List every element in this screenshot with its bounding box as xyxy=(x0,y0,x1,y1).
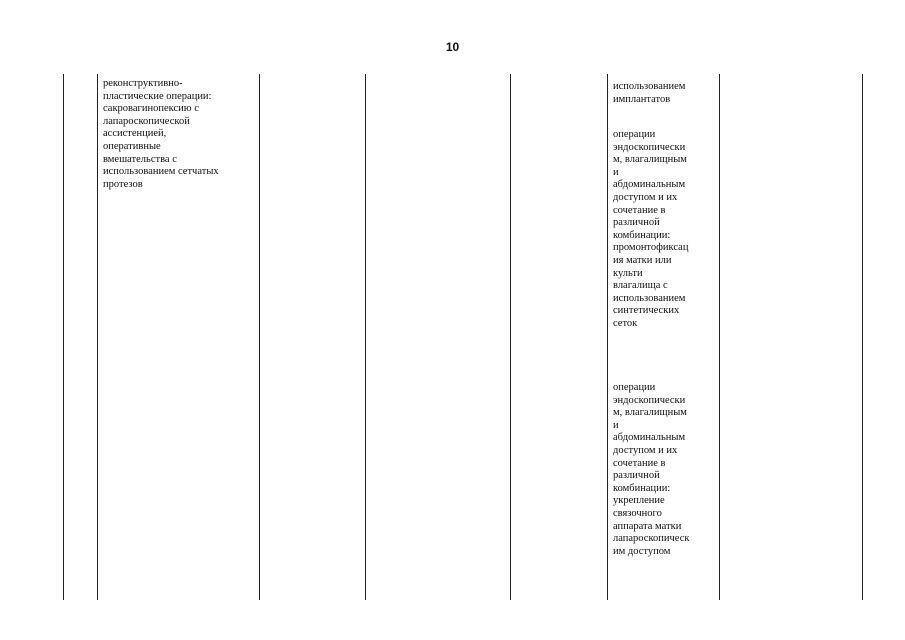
column-border-3 xyxy=(259,74,260,600)
column-border-4 xyxy=(365,74,366,600)
table-cell-method-2: операции эндоскопически м, влагалищным и абдоминальным доступом и их сочетание в различной комбинации: промонтофиксац ия матки или культи влагалища с использованием синтетических сеток xyxy=(613,129,689,329)
column-border-1 xyxy=(63,74,64,600)
column-border-5 xyxy=(510,74,511,600)
table-cell-procedure-description: реконструктивно- пластические операции: сакровагинопексию с лапароскопической ассистенцией, оперативные вмешательства с использованием сетчатых протезов xyxy=(103,78,219,190)
column-border-7 xyxy=(719,74,720,600)
column-border-8 xyxy=(862,74,863,600)
column-border-6 xyxy=(607,74,608,600)
column-border-2 xyxy=(97,74,98,600)
page-number: 10 xyxy=(445,40,460,54)
table-cell-method-3: операции эндоскопически м, влагалищным и абдоминальным доступом и их сочетание в различной комбинации: укрепление связочного аппарата матки лапароскопическ им доступом xyxy=(613,382,690,557)
table-cell-method-1: использованием имплантатов xyxy=(613,81,686,105)
